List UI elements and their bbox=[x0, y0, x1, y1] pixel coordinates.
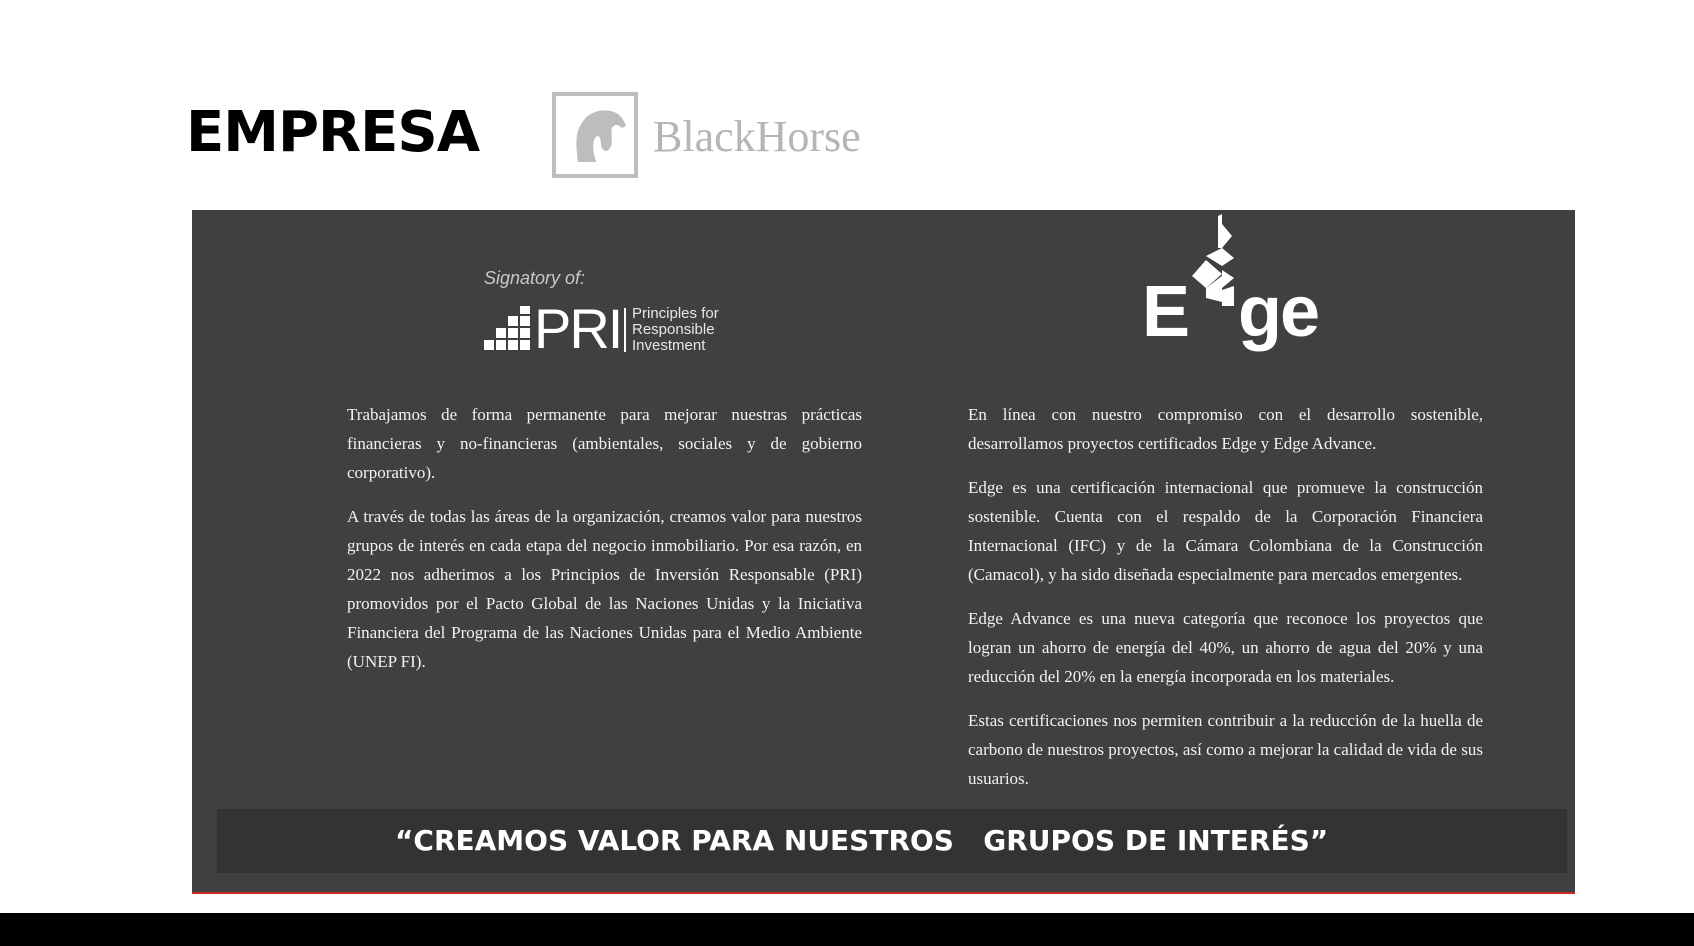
quote-banner bbox=[217, 809, 1567, 873]
page-title: EMPRESA bbox=[186, 100, 480, 165]
horse-head-icon bbox=[552, 92, 638, 178]
left-paragraph-1: Trabajamos de forma permanente para mejorar nuestras prácticas financieras y no-financieras (ambientales, sociales y de gobierno corporativo). bbox=[347, 405, 862, 482]
bottom-black-bar bbox=[0, 913, 1694, 946]
pri-subtitle-line1: Principles for bbox=[632, 305, 719, 322]
pri-subtitle-line2: Responsible bbox=[632, 321, 715, 338]
pri-squares-icon bbox=[484, 306, 532, 352]
content-panel bbox=[192, 210, 1575, 894]
edge-d-icon bbox=[1188, 276, 1238, 336]
left-text-column bbox=[347, 400, 862, 691]
blackhorse-wordmark: BlackHorse bbox=[653, 112, 861, 161]
right-paragraph-4: Estas certificaciones nos permiten contribuir a la reducción de la huella de carbono de nuestros proyectos, así como a mejorar la calidad de vida de sus usuarios. bbox=[968, 711, 1483, 788]
edge-letter-e: E bbox=[1142, 272, 1189, 352]
pri-divider bbox=[624, 308, 626, 352]
right-text-column bbox=[968, 400, 1483, 808]
right-paragraph-2: Edge es una certificación internacional que promueve la construcción sostenible. Cuenta con el respaldo de la Corporación Financiera Internacional (IFC) y de la Cámara Colombiana de la Construcción (Camacol), y ha sido diseñada especialmente para mercados emergentes. bbox=[968, 478, 1483, 584]
quote-text: “CREAMOS VALOR PARA NUESTROS GRUPOS DE INTERÉS” bbox=[395, 824, 1329, 857]
pri-mark: PRI bbox=[534, 297, 622, 360]
pri-signatory-label: Signatory of: bbox=[484, 268, 586, 288]
edge-letters-ge: ge bbox=[1238, 272, 1319, 352]
pri-subtitle bbox=[632, 306, 719, 354]
right-paragraph-3: Edge Advance es una nueva categoría que reconoce los proyectos que logran un ahorro de energía del 40%, un ahorro de agua del 20% y una reducción del 20% en la energía incorporada en los materiales. bbox=[968, 609, 1483, 686]
right-paragraph-1: En línea con nuestro compromiso con el desarrollo sostenible, desarrollamos proyectos certificados Edge y Edge Advance. bbox=[968, 405, 1483, 453]
left-paragraph-2: A través de todas las áreas de la organización, creamos valor para nuestros grupos de interés en cada etapa del negocio inmobiliario. Por esa razón, en 2022 nos adherimos a los Principios de Inversión Responsable (PRI) promovidos por el Pacto Global de las Naciones Unidas y la Iniciativa Financiera del Programa de las Naciones Unidas para el Medio Ambiente (UNEP FI). bbox=[347, 507, 862, 671]
pri-subtitle-line3: Investment bbox=[632, 337, 706, 354]
